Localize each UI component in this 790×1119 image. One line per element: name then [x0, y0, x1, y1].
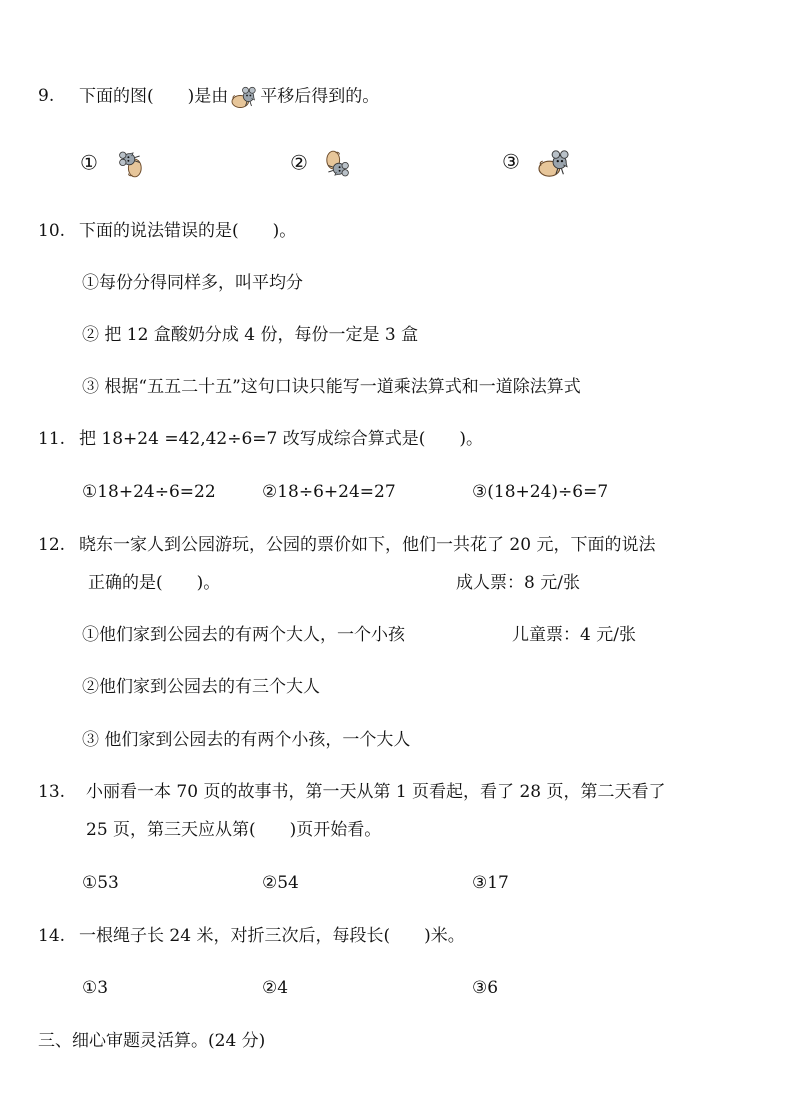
q12-child-ticket: 儿童票：4 元/张	[512, 625, 636, 645]
q13-option-2[interactable]: ②54	[262, 873, 299, 893]
q12-question-line1: 晓东一家人到公园游玩，公园的票价如下，他们一共花了 20 元，下面的说法	[79, 535, 656, 555]
q9-number: 9.	[38, 86, 55, 106]
mouse-with-bag-icon	[322, 148, 354, 180]
q14-option-2[interactable]: ②4	[262, 978, 289, 998]
q9-option-1-label: ①	[80, 150, 98, 175]
q9-question	[79, 84, 379, 110]
q14-option-3[interactable]: ③6	[472, 978, 499, 998]
q12-number: 12.	[38, 535, 66, 555]
q9-option-2[interactable]	[290, 148, 354, 180]
q9-option-3-label: ③	[502, 149, 520, 174]
mouse-with-bag-icon	[114, 148, 146, 180]
mouse-with-bag-icon	[532, 148, 576, 178]
q10-question: 下面的说法错误的是( )。	[79, 221, 297, 241]
q12-option-1[interactable]: ①他们家到公园去的有两个大人，一个小孩	[82, 625, 405, 645]
q11-option-3[interactable]: ③(18+24)÷6=7	[472, 482, 609, 502]
q10-option-1[interactable]: ①每份分得同样多，叫平均分	[82, 273, 303, 293]
q11-option-1[interactable]: ①18+24÷6=22	[82, 482, 216, 502]
section-3-title: 三、细心审题灵活算。(24 分)	[38, 1031, 266, 1051]
q10-option-3[interactable]: ③ 根据“五五二十五”这句口诀只能写一道乘法算式和一道除法算式	[82, 377, 581, 397]
q13-question-line2: 25 页，第三天应从第( )页开始看。	[86, 820, 382, 840]
q9-text-before: 下面的图( )是由	[79, 86, 229, 107]
q9-option-2-label: ②	[290, 150, 308, 175]
q13-option-3[interactable]: ③17	[472, 873, 509, 893]
q13-option-1[interactable]: ①53	[82, 873, 119, 893]
q10-option-2[interactable]: ② 把 12 盒酸奶分成 4 份，每份一定是 3 盒	[82, 325, 419, 345]
q13-number: 13.	[38, 782, 66, 802]
q12-option-2[interactable]: ②他们家到公园去的有三个大人	[82, 677, 320, 697]
q14-question: 一根绳子长 24 米，对折三次后，每段长( )米。	[79, 926, 465, 946]
q14-option-1[interactable]: ①3	[82, 978, 109, 998]
mouse-with-bag-icon	[229, 84, 259, 110]
q11-option-2[interactable]: ②18÷6+24=27	[262, 482, 396, 502]
q11-question: 把 18+24 =42,42÷6=7 改写成综合算式是( )。	[79, 429, 484, 449]
q13-question-line1: 小丽看一本 70 页的故事书，第一天从第 1 页看起，看了 28 页，第二天看了	[86, 782, 666, 802]
q9-option-3[interactable]	[502, 148, 576, 178]
q12-question-line2: 正确的是( )。	[88, 573, 221, 593]
q12-option-3[interactable]: ③ 他们家到公园去的有两个小孩，一个大人	[82, 730, 411, 750]
q11-number: 11.	[38, 429, 66, 449]
q9-text-after: 平移后得到的。	[260, 86, 380, 107]
q10-number: 10.	[38, 221, 66, 241]
q9-option-1[interactable]	[80, 148, 146, 180]
q12-adult-ticket: 成人票：8 元/张	[456, 573, 580, 593]
q14-number: 14.	[38, 926, 66, 946]
